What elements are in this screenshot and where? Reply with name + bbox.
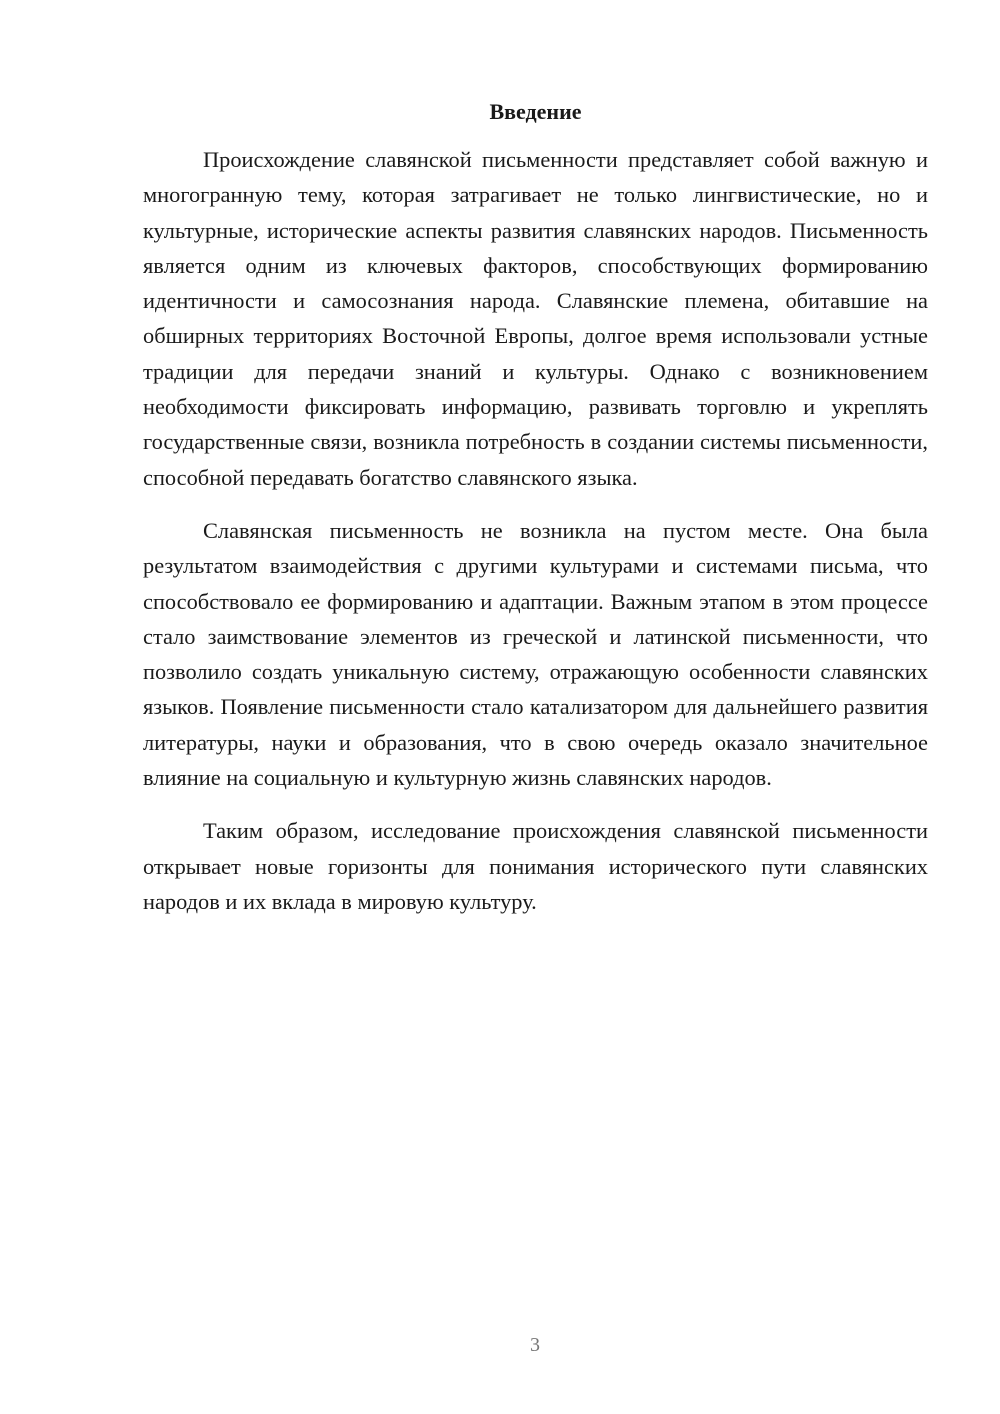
document-body — [143, 142, 928, 937]
page-number: 3 — [530, 1334, 540, 1356]
paragraph-1: Происхождение славянской письменности представляет собой важную и многогранную тему, которая затрагивает не только лингвистические, но и культурные, исторические аспекты развития славянских народов. Письменность является одним из ключевых факторов, способствующих формированию идентичности и самосознания народа. Славянские племена, обитавшие на обширных территориях Восточной Европы, долгое время использовали устные традиции для передачи знаний и культуры. Однако с возникновением необходимости фиксировать информацию, развивать торговлю и укреплять государственные связи, возникла потребность в создании системы письменности, способной передавать богатство славянского языка. — [143, 147, 928, 490]
page-title: Введение — [489, 99, 582, 124]
paragraph-3: Таким образом, исследование происхождения славянской письменности открывает новые горизонты для понимания исторического пути славянских народов и их вклада в мировую культуру. — [143, 818, 928, 914]
paragraph-2: Славянская письменность не возникла на пустом месте. Она была результатом взаимодействия с другими культурами и системами письма, что способствовало ее формированию и адаптации. Важным этапом в этом процессе стало заимствование элементов из греческой и латинской письменности, что позволило создать уникальную систему, отражающую особенности славянских языков. Появление письменности стало катализатором для дальнейшего развития литературы, науки и образования, что в свою очередь оказало значительное влияние на социальную и культурную жизнь славянских народов. — [143, 517, 928, 791]
